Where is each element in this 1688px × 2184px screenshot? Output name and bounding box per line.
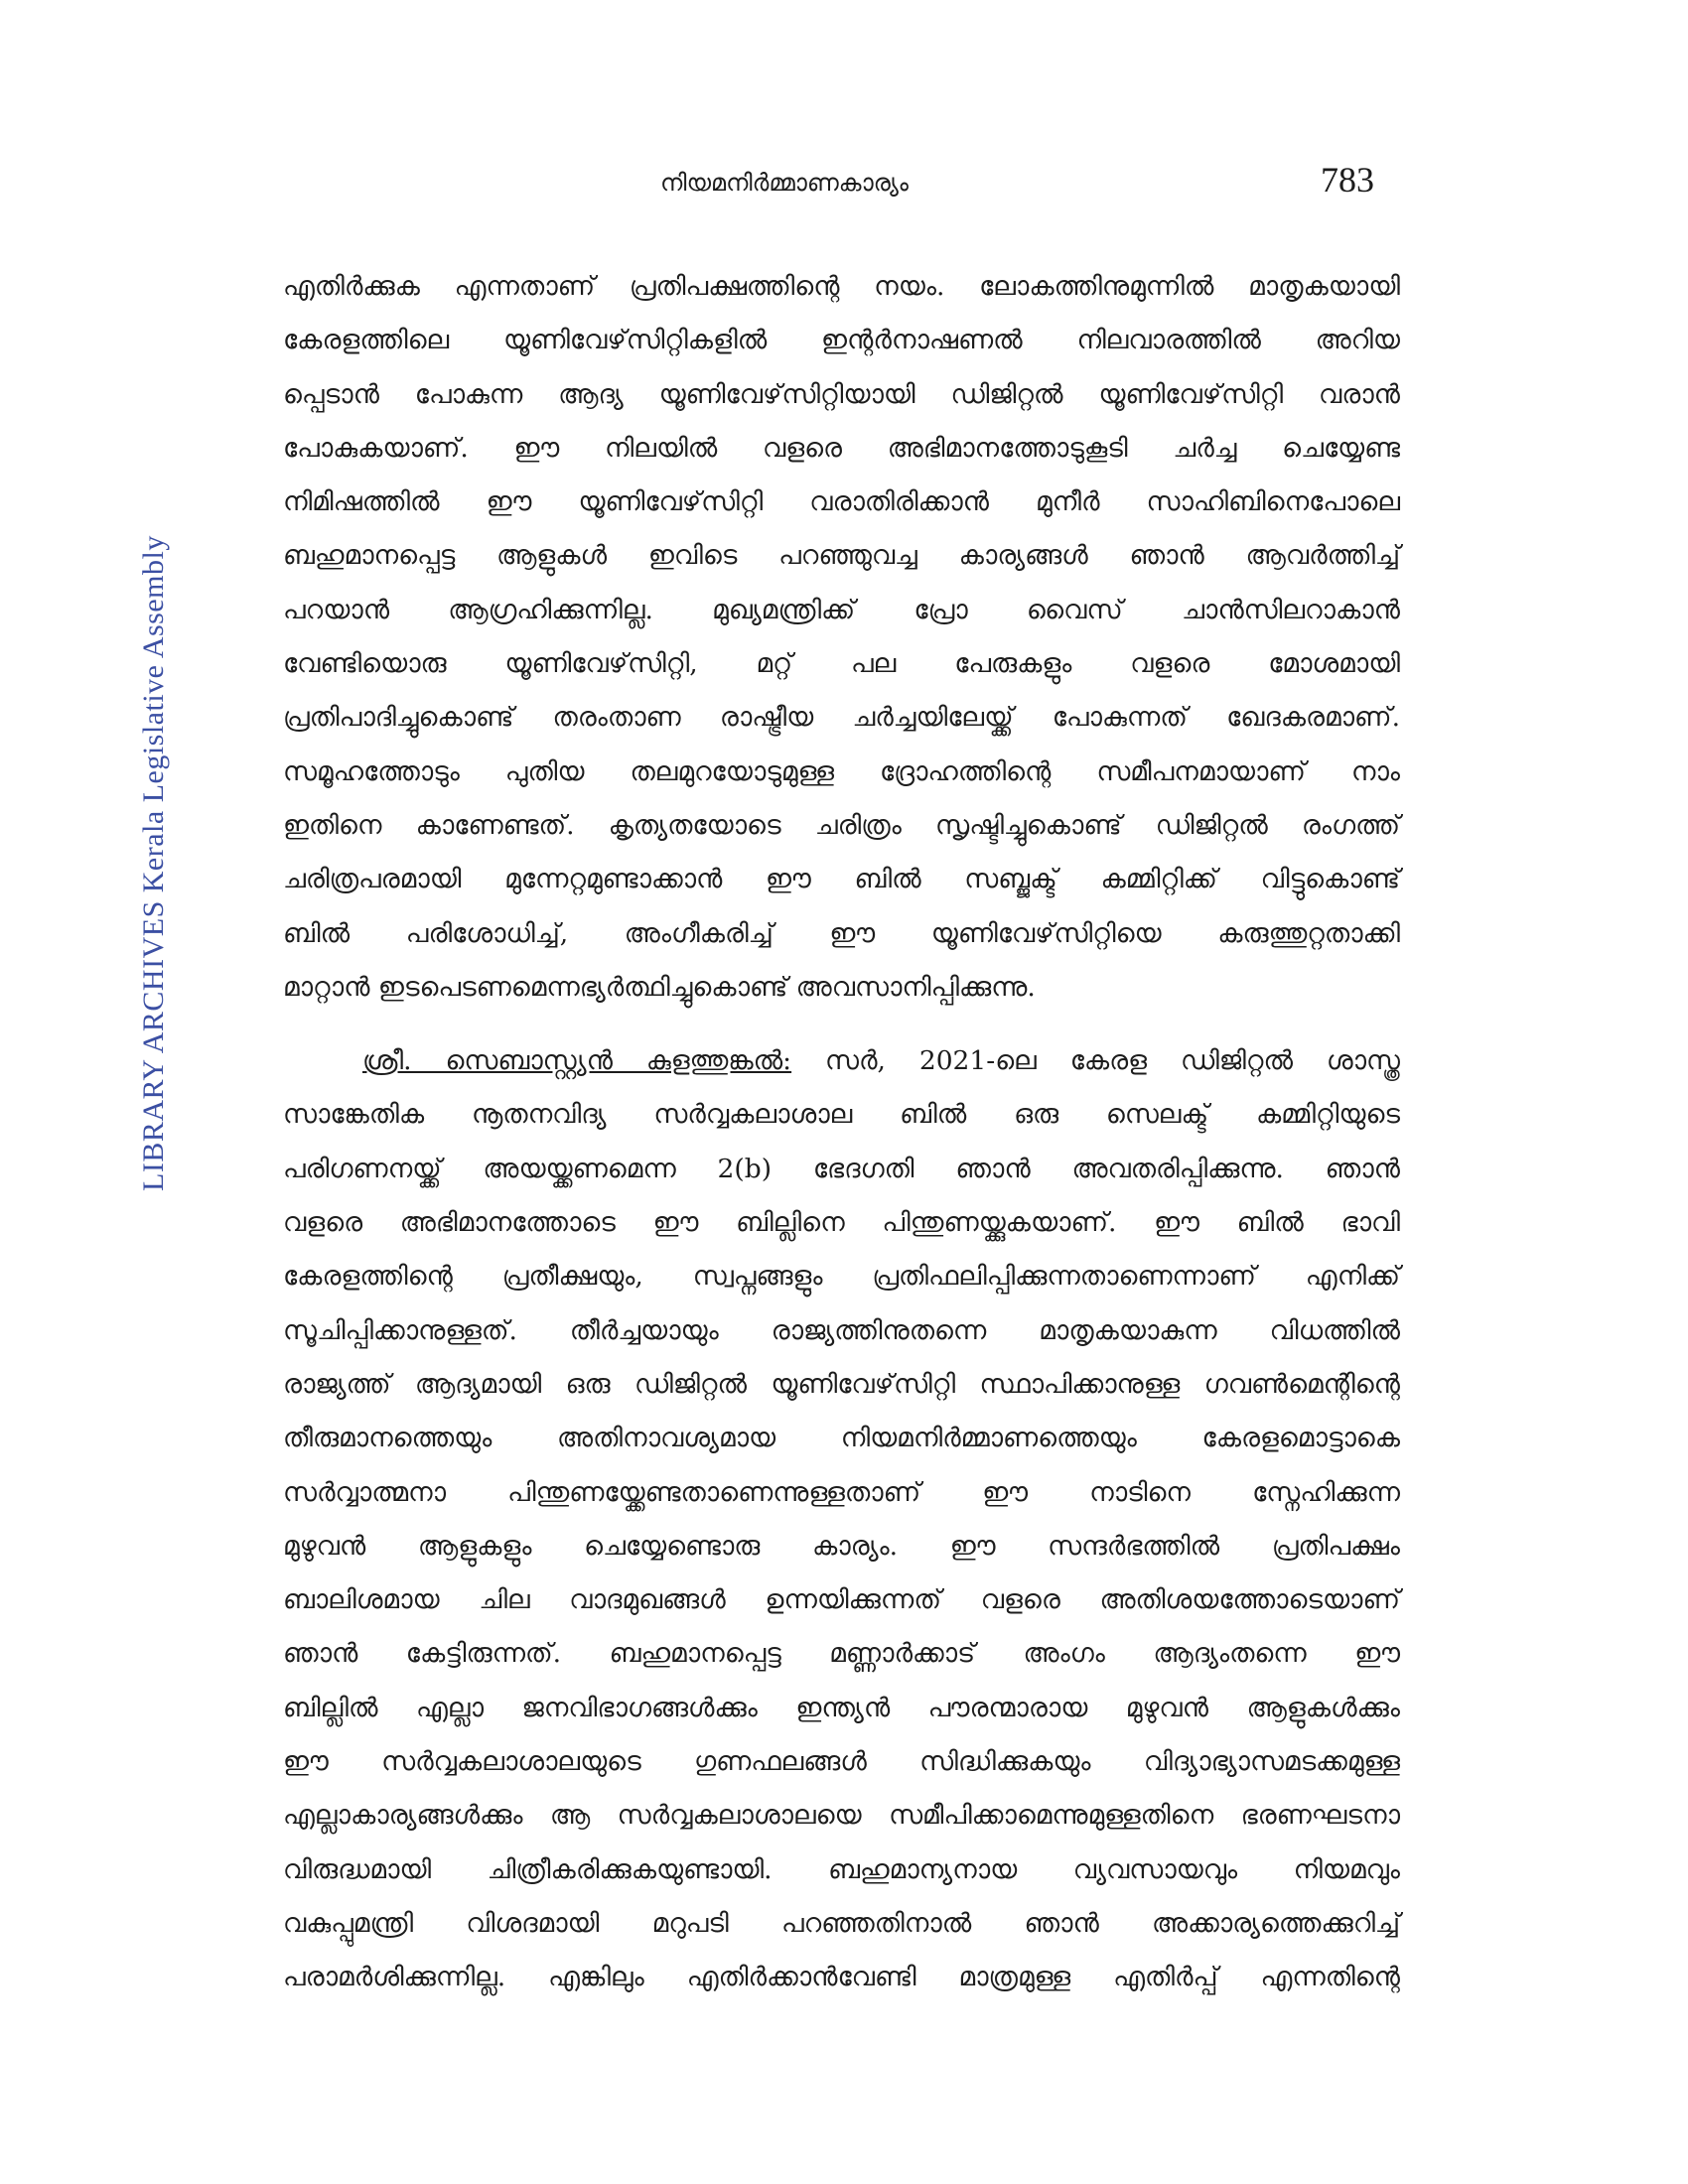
speaker-name: ശ്രീ. സെബാസ്റ്റ്യൻ കുളത്തുങ്കൽ:: [362, 1045, 792, 1077]
text-line: ചരിത്രപരമായി മുന്നേറ്റമുണ്ടാക്കാൻ ഈ ബിൽ സബ്ജക്ട് കമ്മിറ്റിക്ക് വിട്ടുകൊണ്ട്: [283, 864, 1400, 895]
document-body: [283, 260, 1400, 2005]
text-line: ബിൽ പരിശോധിച്ച്, അംഗീകരിച്ച് ഈ യൂണിവേഴ്‌സിറ്റിയെ കരുത്തുറ്റതാക്കി: [283, 917, 1400, 949]
text-line: വേണ്ടിയൊരു യൂണിവേഴ്‌സിറ്റി, മറ്റ് പല പേരുകളും വളരെ മോശമായി: [283, 648, 1400, 680]
text-line: പരിഗണനയ്ക്ക് അയയ്ക്കണമെന്ന 2(b) ഭേദഗതി ഞാൻ അവതരിപ്പിക്കുന്നു. ഞാൻ: [283, 1153, 1400, 1184]
paragraph-1: [283, 260, 1400, 1015]
page-number: 783: [1321, 160, 1374, 200]
speaker-line: [283, 1034, 1400, 1088]
text-line: പ്രതിപാദിച്ചുകൊണ്ട് തരംതാണ രാഷ്ട്രീയ ചർച്ചയിലേയ്ക്ക് പോകുന്നത് ഖേദകരമാണ്.: [283, 702, 1400, 734]
text-line: മാറ്റാൻ ഇടപെടണമെന്നഭ്യർത്ഥിച്ചുകൊണ്ട് അവസാനിപ്പിക്കുന്നു.: [283, 971, 1036, 1003]
text-line: കേരളത്തിലെ യൂണിവേഴ്‌സിറ്റികളിൽ ഇന്റർനാഷണൽ നിലവാരത്തിൽ അറിയ: [283, 325, 1400, 356]
text-line: നിമിഷത്തിൽ ഈ യൂണിവേഴ്‌സിറ്റി വരാതിരിക്കാൻ മുനീർ സാഹിബിനെപോലെ: [283, 486, 1400, 518]
text-line: പരാമർശിക്കുന്നില്ല. എങ്കിലും എതിർക്കാൻവേണ്ടി മാത്രമുള്ള എതിർപ്പ് എന്നതിന്റെ: [283, 1962, 1400, 1993]
text-line: സർവ്വാത്മനാ പിന്തുണയ്ക്കേണ്ടതാണെന്നുള്ളതാണ് ഈ നാടിനെ സ്നേഹിക്കുന്ന: [283, 1476, 1400, 1508]
text-line: എല്ലാകാര്യങ്ങൾക്കും ആ സർവ്വകലാശാലയെ സമീപിക്കാമെന്നുമുള്ളതിനെ ഭരണഘടനാ: [283, 1800, 1400, 1832]
text-line: ഈ സർവ്വകലാശാലയുടെ ഗുണഫലങ്ങൾ സിദ്ധിക്കുകയും വിദ്യാഭ്യാസമടക്കമുള്ള: [283, 1746, 1400, 1778]
paragraph-2: [283, 1034, 1400, 2004]
text-line: ബാലിശമായ ചില വാദമുഖങ്ങൾ ഉന്നയിക്കുന്നത് വളരെ അതിശയത്തോടെയാണ്: [283, 1584, 1400, 1616]
text-line: തീരുമാനത്തെയും അതിനാവശ്യമായ നിയമനിർമ്മാണത്തെയും കേരളമൊട്ടാകെ: [283, 1423, 1400, 1454]
paragraph-gap: [283, 1015, 1400, 1034]
text-line: മുഴുവൻ ആളുകളും ചെയ്യേണ്ടൊരു കാര്യം. ഈ സന്ദർഭത്തിൽ പ്രതിപക്ഷം: [283, 1530, 1400, 1562]
text-line: സൂചിപ്പിക്കാനുള്ളത്. തീർച്ചയായും രാജ്യത്തിനുതന്നെ മാതൃകയാകുന്ന വിധത്തിൽ: [283, 1314, 1400, 1346]
text-line: വളരെ അഭിമാനത്തോടെ ഈ ബില്ലിനെ പിന്തുണയ്ക്കുകയാണ്. ഈ ബിൽ ഭാവി: [283, 1207, 1400, 1239]
text-line: കേരളത്തിന്റെ പ്രതീക്ഷയും, സ്വപ്നങ്ങളും പ്രതിഫലിപ്പിക്കുന്നതാണെന്നാണ് എനിക്ക്: [283, 1261, 1400, 1293]
text-line: രാജ്യത്ത് ആദ്യമായി ഒരു ഡിജിറ്റൽ യൂണിവേഴ്‌സിറ്റി സ്ഥാപിക്കാനുള്ള ഗവൺമെന്റിന്റെ: [283, 1368, 1400, 1400]
text-line: ഞാൻ കേട്ടിരുന്നത്. ബഹുമാനപ്പെട്ട മണ്ണാർക്കാട് അംഗം ആദ്യംതന്നെ ഈ: [283, 1638, 1400, 1670]
speaker-line-text: സർ, 2021-ലെ കേരള ഡിജിറ്റൽ ശാസ്ത്ര: [791, 1045, 1401, 1077]
archive-watermark: LIBRARY ARCHIVES Kerala Legislative Assembly: [137, 535, 170, 1191]
text-line: ബില്ലിൽ എല്ലാ ജനവിഭാഗങ്ങൾക്കും ഇന്ത്യൻ പൗരന്മാരായ മുഴുവൻ ആളുകൾക്കും: [283, 1692, 1400, 1723]
text-line: ഇതിനെ കാണേണ്ടത്. കൃത്യതയോടെ ചരിത്രം സൃഷ്ടിച്ചുകൊണ്ട് ഡിജിറ്റൽ രംഗത്ത്: [283, 809, 1400, 841]
page-header-title: നിയമനിർമ്മാണകാര്യം: [660, 169, 909, 197]
text-line: പോകുകയാണ്. ഈ നിലയിൽ വളരെ അഭിമാനത്തോടുകൂടി ചർച്ച ചെയ്യേണ്ട: [283, 432, 1400, 464]
text-line: സാങ്കേതിക നൂതനവിദ്യ സർവ്വകലാശാല ബിൽ ഒരു സെലക്ട് കമ്മിറ്റിയുടെ: [283, 1099, 1400, 1131]
text-line: സമൂഹത്തോടും പുതിയ തലമുറയോടുമുള്ള ദ്രോഹത്തിന്റെ സമീപനമായാണ് നാം: [283, 755, 1400, 787]
text-line: പ്പെടാൻ പോകുന്ന ആദ്യ യൂണിവേഴ്‌സിറ്റിയായി ഡിജിറ്റൽ യൂണിവേഴ്‌സിറ്റി വരാൻ: [283, 378, 1400, 410]
text-line: എതിർക്കുക എന്നതാണ് പ്രതിപക്ഷത്തിന്റെ നയം. ലോകത്തിനുമുന്നിൽ മാതൃകയായി: [283, 271, 1400, 302]
text-line: വിരുദ്ധമായി ചിത്രീകരിക്കുകയുണ്ടായി. ബഹുമാന്യനായ വ്യവസായവും നിയമവും: [283, 1853, 1400, 1885]
text-line: വകുപ്പുമന്ത്രി വിശദമായി മറുപടി പറഞ്ഞതിനാൽ ഞാൻ അക്കാര്യത്തെക്കുറിച്ച്: [283, 1907, 1400, 1939]
text-line: പറയാൻ ആഗ്രഹിക്കുന്നില്ല. മുഖ്യമന്ത്രിക്ക് പ്രോ വൈസ് ചാൻസിലറാകാൻ: [283, 594, 1400, 625]
text-line: ബഹുമാനപ്പെട്ട ആളുകൾ ഇവിടെ പറഞ്ഞുവച്ച കാര്യങ്ങൾ ഞാൻ ആവർത്തിച്ച്: [283, 540, 1400, 572]
